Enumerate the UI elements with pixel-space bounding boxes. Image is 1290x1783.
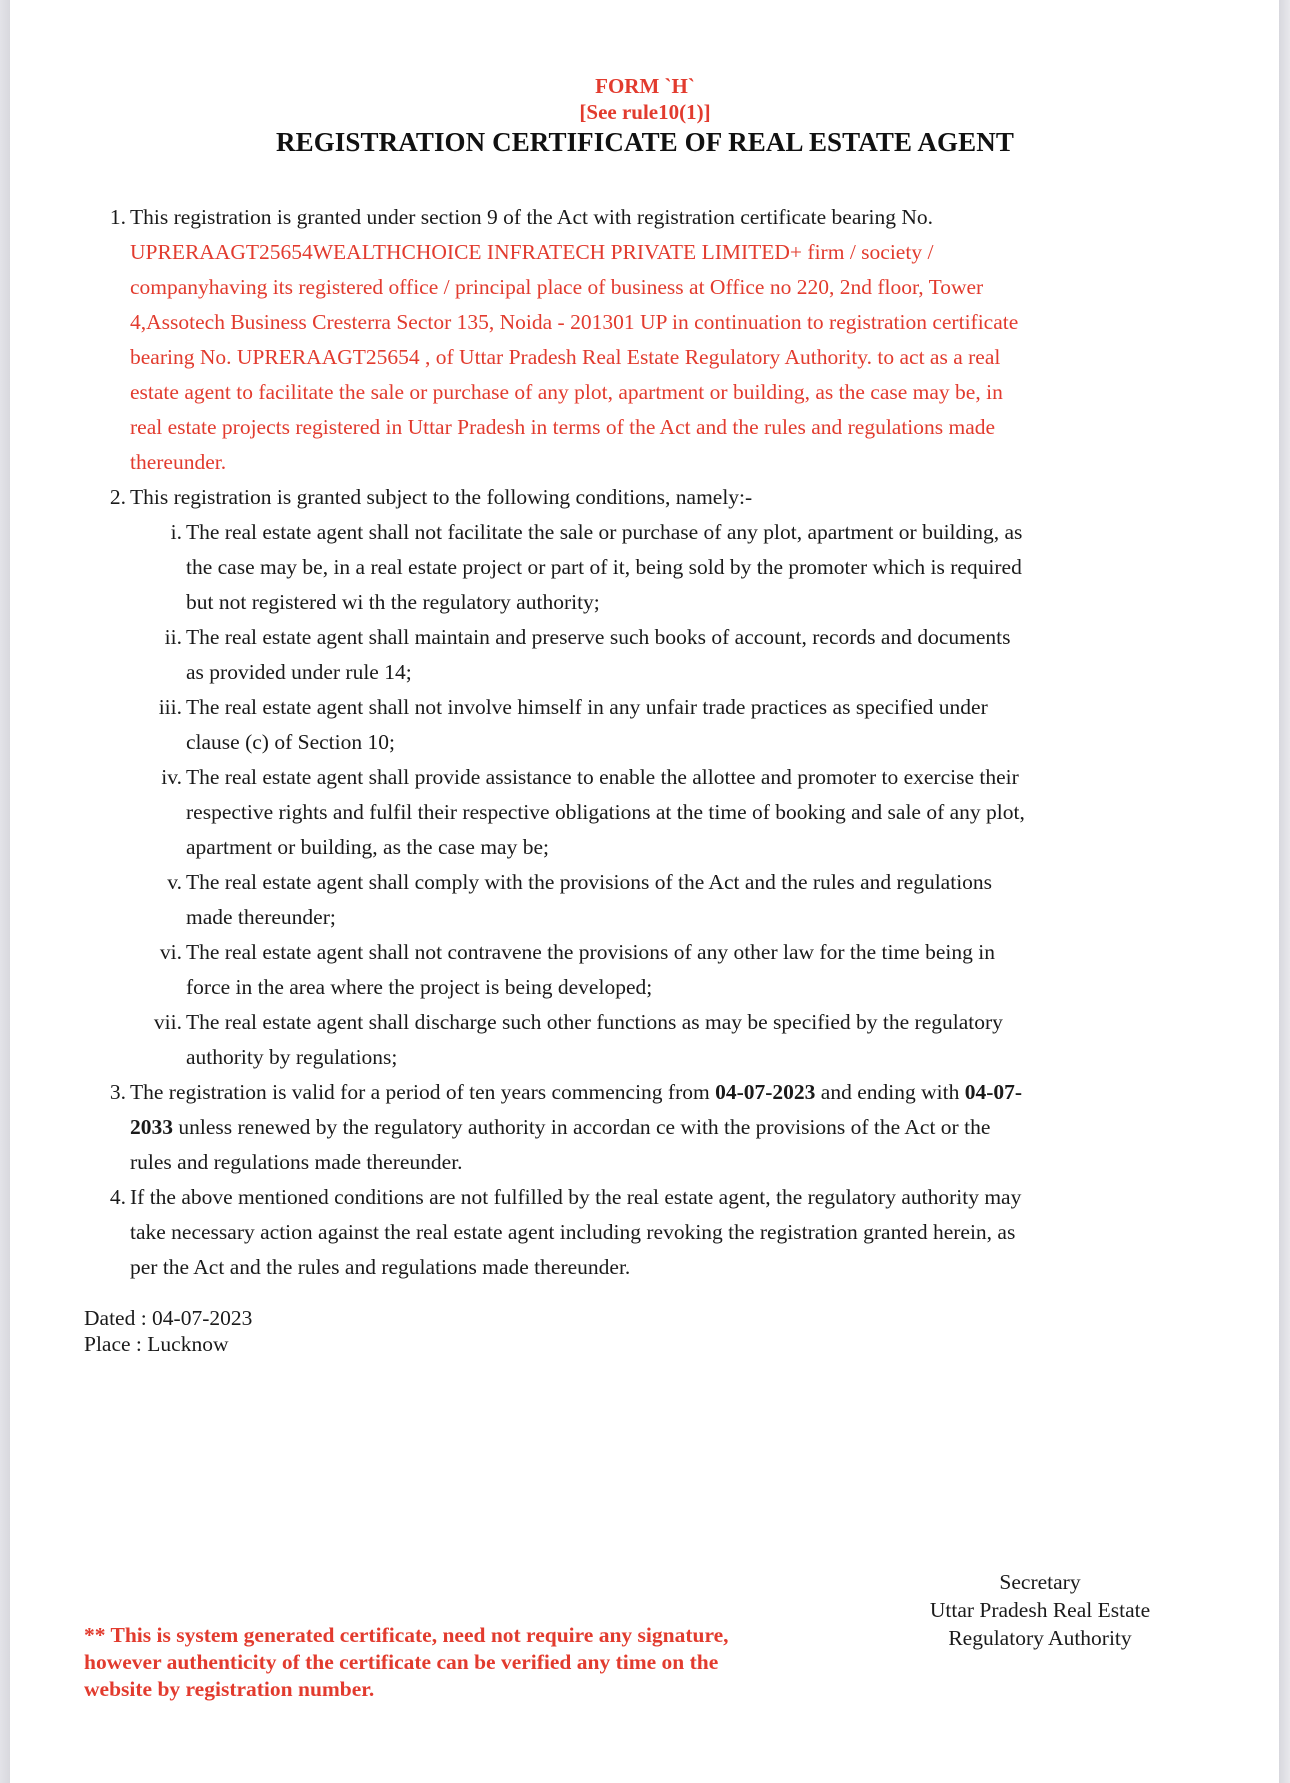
- condition-number: iii.: [158, 695, 182, 719]
- notice-line: ** This is system generated certificate, need not require any signature,: [84, 1623, 729, 1647]
- condition-number: iv.: [161, 765, 182, 789]
- condition-line: respective rights and fulfil their respective obligations at the time of booking and sale of any plot,: [186, 800, 1025, 824]
- signatory-block: [880, 1568, 1200, 1652]
- clause-line: bearing No. UPRERAAGT25654 , of Uttar Pradesh Real Estate Regulatory Authority. to act as a real: [130, 345, 1001, 369]
- signatory-title: Secretary: [999, 1570, 1081, 1594]
- clause-line: take necessary action against the real estate agent including revoking the registration granted herein, as: [130, 1220, 1016, 1244]
- validity-line: [130, 1113, 990, 1141]
- notice-line: however authenticity of the certificate can be verified any time on the: [84, 1650, 719, 1674]
- validity-text: unless renewed by the regulatory authority in accordan ce with the provisions of the Act or the: [173, 1115, 991, 1139]
- condition-line: as provided under rule 14;: [186, 660, 412, 684]
- condition-line: The real estate agent shall not facilitate the sale or purchase of any plot, apartment or building, as: [186, 520, 1023, 544]
- clause-line: estate agent to facilitate the sale or purchase of any plot, apartment or building, as the case may be, in: [130, 380, 1003, 404]
- validity-line: [130, 1078, 1022, 1106]
- clause-number: 3.: [109, 1080, 126, 1104]
- clause-line: thereunder.: [130, 450, 227, 474]
- condition-line: force in the area where the project is being developed;: [186, 975, 653, 999]
- condition-line: The real estate agent shall provide assistance to enable the allottee and promoter to exercise their: [186, 765, 1019, 789]
- condition-line: apartment or building, as the case may be;: [186, 835, 549, 859]
- certificate-header: [0, 73, 1290, 159]
- condition-number: ii.: [164, 625, 182, 649]
- validity-line: rules and regulations made thereunder.: [130, 1150, 463, 1174]
- registration-number-line: UPRERAAGT25654WEALTHCHOICE INFRATECH PRIVATE LIMITED+ firm / society /: [130, 240, 934, 264]
- clause-number: 4.: [109, 1185, 126, 1209]
- condition-number: v.: [167, 870, 182, 894]
- clause-line: per the Act and the rules and regulations made thereunder.: [130, 1255, 631, 1279]
- condition-line: The real estate agent shall maintain and preserve such books of account, records and documents: [186, 625, 1011, 649]
- end-date-part1: 04-07-: [964, 1080, 1023, 1104]
- condition-line: the case may be, in a real estate project or part of it, being sold by the promoter which is required: [186, 555, 1022, 579]
- start-date: 04-07-2023: [715, 1080, 816, 1104]
- signatory-org: Uttar Pradesh Real Estate: [929, 1598, 1151, 1622]
- form-id: FORM `H`: [595, 74, 695, 98]
- condition-line: clause (c) of Section 10;: [186, 730, 395, 754]
- address-line: 4,Assotech Business Cresterra Sector 135, Noida - 201301 UP in continuation to registration certificate: [130, 310, 1019, 334]
- condition-line: but not registered wi th the regulatory authority;: [186, 590, 600, 614]
- end-date-part2: 2033: [130, 1115, 173, 1139]
- condition-line: The real estate agent shall comply with the provisions of the Act and the rules and regulations: [186, 870, 993, 894]
- condition-line: The real estate agent shall not contravene the provisions of any other law for the time being in: [186, 940, 995, 964]
- clause-line: This registration is granted subject to the following conditions, namely:-: [130, 485, 753, 509]
- page-edge-left: [0, 0, 10, 1783]
- address-line: companyhaving its registered office / principal place of business at Office no 220, 2nd floor, Tower: [130, 275, 984, 299]
- condition-line: The real estate agent shall not involve himself in any unfair trade practices as specified under: [186, 695, 988, 719]
- condition-line: made thereunder;: [186, 905, 336, 929]
- condition-line: The real estate agent shall discharge such other functions as may be specified by the regulatory: [186, 1010, 1003, 1034]
- condition-number: vii.: [153, 1010, 182, 1034]
- condition-number: vi.: [159, 940, 182, 964]
- clause-line: This registration is granted under section 9 of the Act with registration certificate bearing No.: [130, 205, 934, 229]
- clause-line: real estate projects registered in Uttar Pradesh in terms of the Act and the rules and regulations made: [130, 415, 996, 439]
- clause-line: If the above mentioned conditions are not fulfilled by the real estate agent, the regulatory authority may: [130, 1185, 1022, 1209]
- system-generated-notice: [84, 1622, 729, 1703]
- notice-line: website by registration number.: [84, 1677, 375, 1701]
- validity-text: The registration is valid for a period of ten years commencing from: [130, 1080, 716, 1104]
- rule-reference: [See rule10(1)]: [579, 100, 711, 124]
- dated-label: Dated : 04-07-2023: [84, 1306, 253, 1330]
- page-edge-right: [1279, 0, 1290, 1783]
- clause-number: 1.: [109, 205, 126, 229]
- clause-number: 2.: [109, 485, 126, 509]
- condition-number: i.: [170, 520, 182, 544]
- place-label: Place : Lucknow: [84, 1332, 229, 1356]
- validity-text: and ending with: [815, 1080, 965, 1104]
- certificate-title: REGISTRATION CERTIFICATE OF REAL ESTATE AGENT: [276, 127, 1014, 157]
- signatory-org: Regulatory Authority: [948, 1626, 1132, 1650]
- condition-line: authority by regulations;: [186, 1045, 398, 1069]
